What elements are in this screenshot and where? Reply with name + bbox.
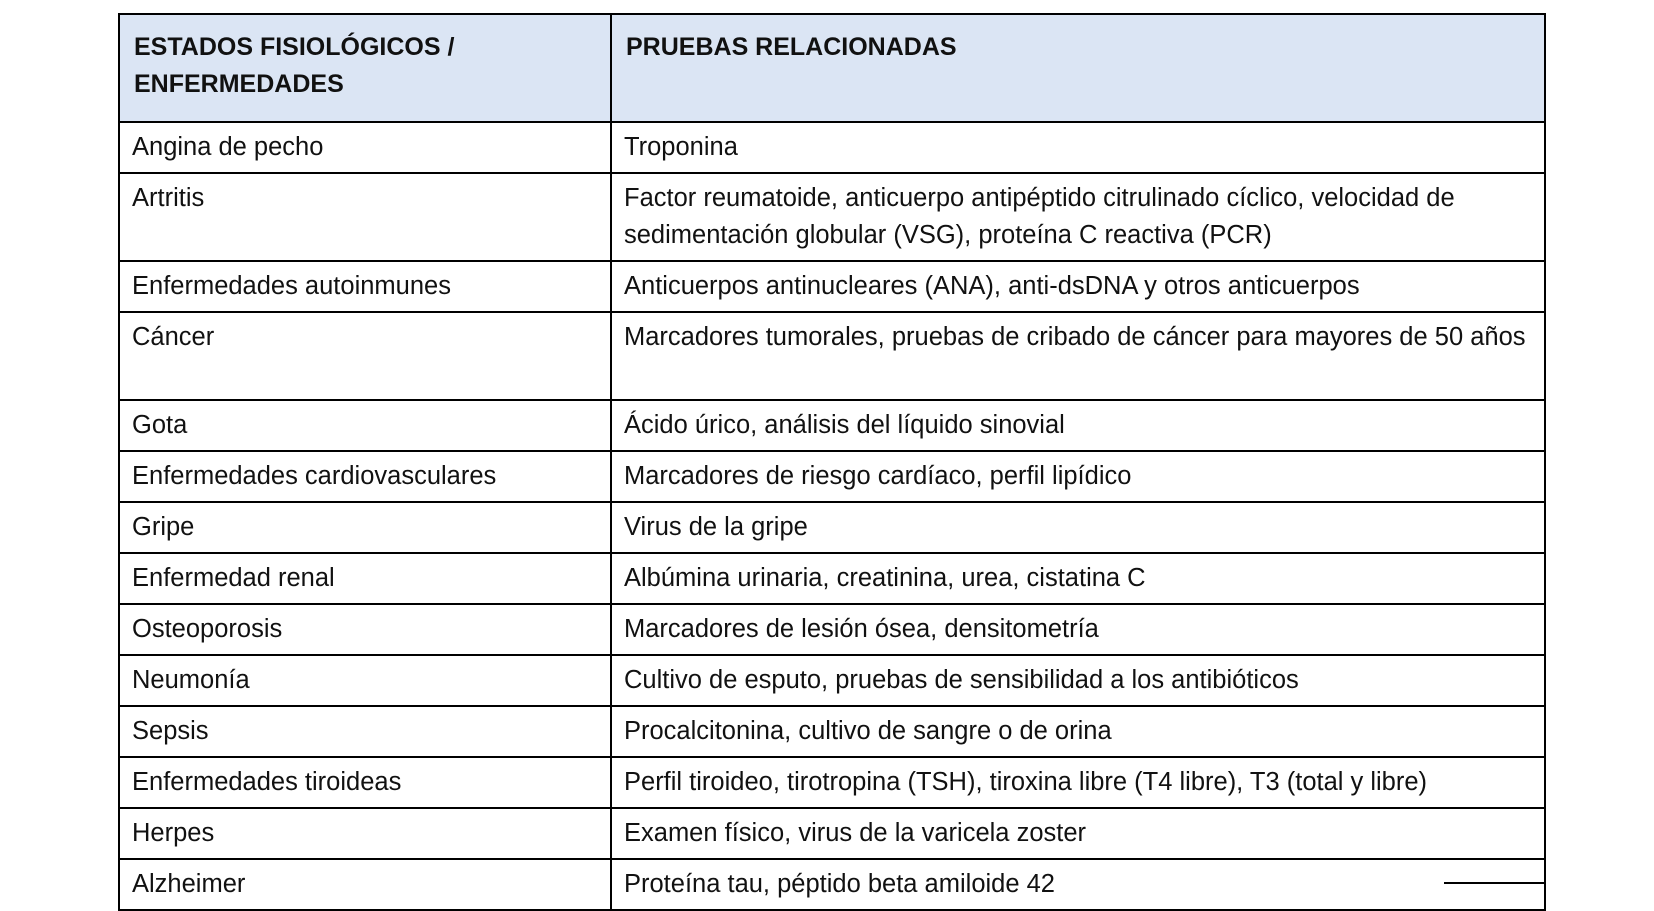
table-row [119, 604, 1545, 655]
condition-cell: Enfermedad renal [119, 553, 611, 604]
table-footer-rule [1444, 882, 1544, 884]
condition-cell: Enfermedades tiroideas [119, 757, 611, 808]
conditions-tests-table-container [118, 13, 1544, 911]
table-row [119, 400, 1545, 451]
condition-cell: Cáncer [119, 312, 611, 400]
tests-cell: Anticuerpos antinucleares (ANA), anti-dsDNA y otros anticuerpos [611, 261, 1545, 312]
table-row [119, 655, 1545, 706]
tests-cell: Factor reumatoide, anticuerpo antipéptido citrulinado cíclico, velocidad de sedimentación globular (VSG), proteína C reactiva (PCR) [611, 173, 1545, 261]
tests-cell: Perfil tiroideo, tirotropina (TSH), tiroxina libre (T4 libre), T3 (total y libre) [611, 757, 1545, 808]
table-row [119, 451, 1545, 502]
condition-cell: Gripe [119, 502, 611, 553]
tests-cell: Proteína tau, péptido beta amiloide 42 [611, 859, 1545, 910]
condition-cell: Artritis [119, 173, 611, 261]
tests-cell: Albúmina urinaria, creatinina, urea, cistatina C [611, 553, 1545, 604]
conditions-tests-table [118, 13, 1546, 911]
tests-cell: Ácido úrico, análisis del líquido sinovial [611, 400, 1545, 451]
condition-cell: Osteoporosis [119, 604, 611, 655]
table-row [119, 757, 1545, 808]
condition-cell: Angina de pecho [119, 122, 611, 173]
condition-cell: Enfermedades autoinmunes [119, 261, 611, 312]
condition-cell: Herpes [119, 808, 611, 859]
table-row [119, 502, 1545, 553]
tests-cell: Marcadores tumorales, pruebas de cribado de cáncer para mayores de 50 años [611, 312, 1545, 400]
table-row [119, 553, 1545, 604]
header-row [119, 14, 1545, 122]
condition-cell: Gota [119, 400, 611, 451]
condition-cell: Alzheimer [119, 859, 611, 910]
header-conditions: ESTADOS FISIOLÓGICOS / ENFERMEDADES [119, 14, 611, 122]
tests-cell: Procalcitonina, cultivo de sangre o de orina [611, 706, 1545, 757]
table-row [119, 173, 1545, 261]
tests-cell: Virus de la gripe [611, 502, 1545, 553]
table-row [119, 261, 1545, 312]
header-tests: PRUEBAS RELACIONADAS [611, 14, 1545, 122]
tests-cell: Cultivo de esputo, pruebas de sensibilidad a los antibióticos [611, 655, 1545, 706]
tests-cell: Examen físico, virus de la varicela zoster [611, 808, 1545, 859]
table-row [119, 706, 1545, 757]
table-row [119, 312, 1545, 400]
tests-cell: Marcadores de riesgo cardíaco, perfil lipídico [611, 451, 1545, 502]
table-row [119, 859, 1545, 910]
table-row [119, 122, 1545, 173]
condition-cell: Sepsis [119, 706, 611, 757]
condition-cell: Neumonía [119, 655, 611, 706]
tests-cell: Marcadores de lesión ósea, densitometría [611, 604, 1545, 655]
condition-cell: Enfermedades cardiovasculares [119, 451, 611, 502]
table-row [119, 808, 1545, 859]
tests-cell: Troponina [611, 122, 1545, 173]
